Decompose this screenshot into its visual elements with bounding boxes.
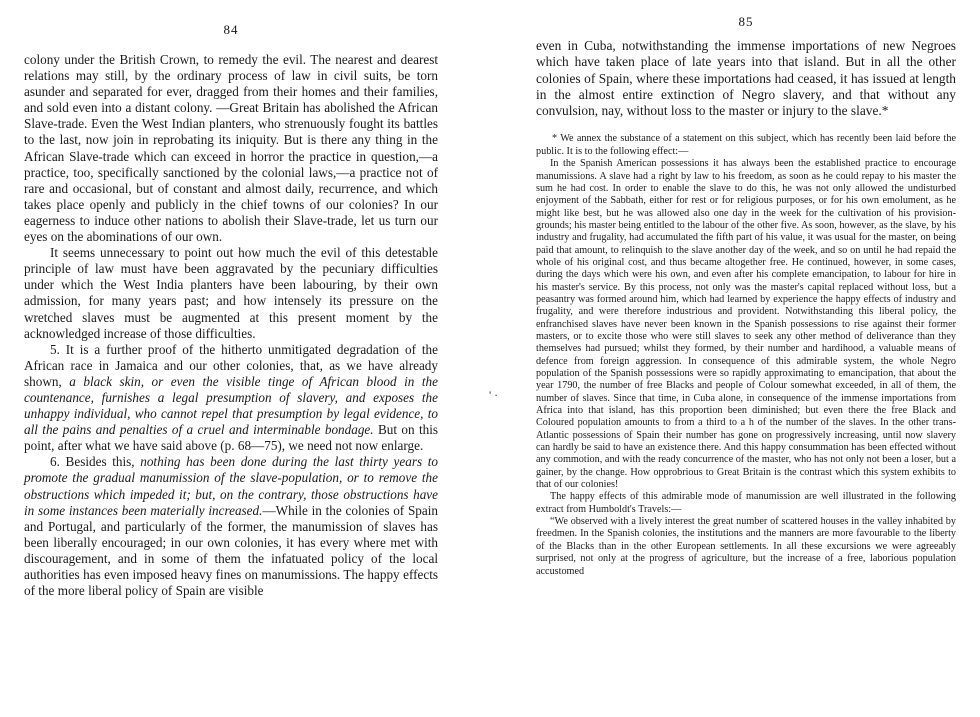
footnote-spanish-possessions: In the Spanish American possessions it has always been the established practice to encourage manumissions. A slave had a right by law to his freedom, as soon as he could repay to his master the sum he had cost. In order to enable the slave to do this, he was not only allowed the undisturbed enjoyment of the Sabbath, either for rest or for religious purposes, or for his own emolument, as he might like best, but he was allowed also one day in the week for the cultivation of his provision-grounds; his master being entitled to the labour of the other five. As soon, however, as the slave, by his industry and frugality, had accumulated the fifth part of his value, it was usual for the master, on being paid that amount, to relinquish to the slave another day of the week, and so on until he had repaid the whole of his original cost, and thus became altogether free. He continued, however, in some cases, during the days which were his own, and even after his complete emancipation, to labour for hire in his master's service. By this process, not only was the master's capital replaced without loss, but a peasantry was formed around him, which had learned by experience the happy effects of industry and frugality, and were therefore industrious and provident. Notwithstanding this liberal policy, the enfranchised slaves have never been known in the Spanish possessions to rise against their former masters, or to excite those who were still slaves to seek any other method of deliverance than they themselves had pursued; whilst they formed, by their number and hardihood, a valuable means of defence from foreign aggression. In consequence of this admirable system, the whole Negro population of the Spanish possessions were so rapidly approximating to emancipation, that about the year 1790, the number of free Blacks and people of Colour somewhat exceeded, in all of them, the number of slaves. Since that time, in Cuba alone, in consequence of the immense importations from Africa into that island, has this proportion been diminished; but even there the free Black and Coloured population amounts to from a third to a h of the number of the slaves. In the other trans-Atlantic possessions of Spain their number has gone on progressively increasing, until now slavery can hardly be said to have an existence there. And this happy consummation has been effected without any commotion, and with the ready concurrence of the master, who has not only not been a loser, but a gainer, by the change. How opprobrious to Great Britain is the contrast which this system exhibits to that of our colonies! [536, 158, 956, 491]
paragraph-colony: colony under the British Crown, to remedy the evil. The nearest and dearest relations may still, by the ordinary process of law in civil suits, be torn asunder and separated for ever, dragged from their homes and their families, and sold even into a distant colony. —Great Britain has abolished the African Slave-trade. Even the West Indian planters, who strenuously fought its battles to the last, now join in reprobating its iniquity. But is there any thing in the African Slave-trade which can exceed in horror the practice in question,—a practice, too, specifically sanctioned by the colonial laws,—a practice not of rare and occasional, but of constant and almost daily, recurrence, and which takes place openly and publicly in the chief towns of our colonies? In our eagerness to induce other nations to abolish their Slave-trade, let us turn our eyes on the abominations of our own. [24, 52, 438, 245]
paragraph-6-end: —While in the colonies of Spain and Portugal, and particularly of the former, the manumission of slaves has been liberally encouraged; in our own colonies, it has every where met with discouragement, and in some of them the infatuated policy of the local authorities has even imposed heavy fines on manumissions. The happy effects of the more liberal policy of Spain are visible [24, 502, 438, 599]
right-page-body [536, 38, 956, 119]
paragraph-5 [24, 342, 438, 455]
paragraph-cuba: even in Cuba, notwithstanding the immense importations of new Negroes which have taken place of late years into that island. But in all the other colonies of Spain, where these importations had ceased, it has issued at length in the almost entire extinction of Negro slavery, and that without any convulsion, nay, without loss to the master or injury to the slave.* [536, 38, 956, 119]
paragraph-5-intro: 5. It is a further proof of the hitherto unmitigated degradation of the African race in Jamaica and our other colonies, that, as we have already shown, [24, 341, 438, 389]
paragraph-6 [24, 454, 438, 599]
right-page [490, 0, 980, 717]
footnote-intro: * We annex the substance of a statement on this subject, which has recently been laid before the public. It is to the following effect:— [536, 133, 956, 157]
footnote-humboldt-quote: “We observed with a lively interest the great number of scattered houses in the valley inhabited by freedmen. In the Spanish colonies, the institutions and the manners are more favourable to the liberty of the Blacks than in the other European settlements. In all these excursions we were agreeably surprised, not only at the progress of agriculture, but the increase of a free, laborious population accustomed [536, 516, 956, 577]
footnote-happy-effects: The happy effects of this admirable mode of manumission are well illustrated in the following extract from Humboldt's Travels:— [536, 491, 956, 515]
left-page-body [24, 52, 438, 599]
gutter-mark: ' · [489, 388, 499, 402]
paragraph-6-intro: 6. Besides this, [50, 454, 141, 470]
paragraph-unnecessary: It seems unnecessary to point out how much the evil of this detestable principle of law must have been aggravated by the pecuniary difficulties under which the West India planters have been labouring, by their own admission, for many years past; and how intensely its pressure on the wretched slaves must be augmented at this present moment by the acknowledged increase of those difficulties. [24, 245, 438, 341]
paragraph-5-emphasis: a black skin, or even the visible tinge of African blood in the countenance, furnishes a legal presumption of slavery, and exposes the unhappy individual, who cannot repel that presumption by legal evidence, to all the pains and penalties of a cruel and interminable bondage. [24, 373, 438, 438]
paragraph-6-emphasis: nothing has been done during the last thirty years to promote the gradual manumission of the slave-population, or to remove the obstructions which impeded it; but, on the contrary, those obstructions have in some instances been materially increased. [24, 454, 439, 518]
page-number-left: 84 [223, 22, 239, 37]
page-number-right: 85 [738, 14, 754, 29]
paragraph-5-end: But on this point, after what we have said above (p. 68—75), we need not now enlarge. [24, 422, 438, 454]
footnote [536, 133, 956, 577]
